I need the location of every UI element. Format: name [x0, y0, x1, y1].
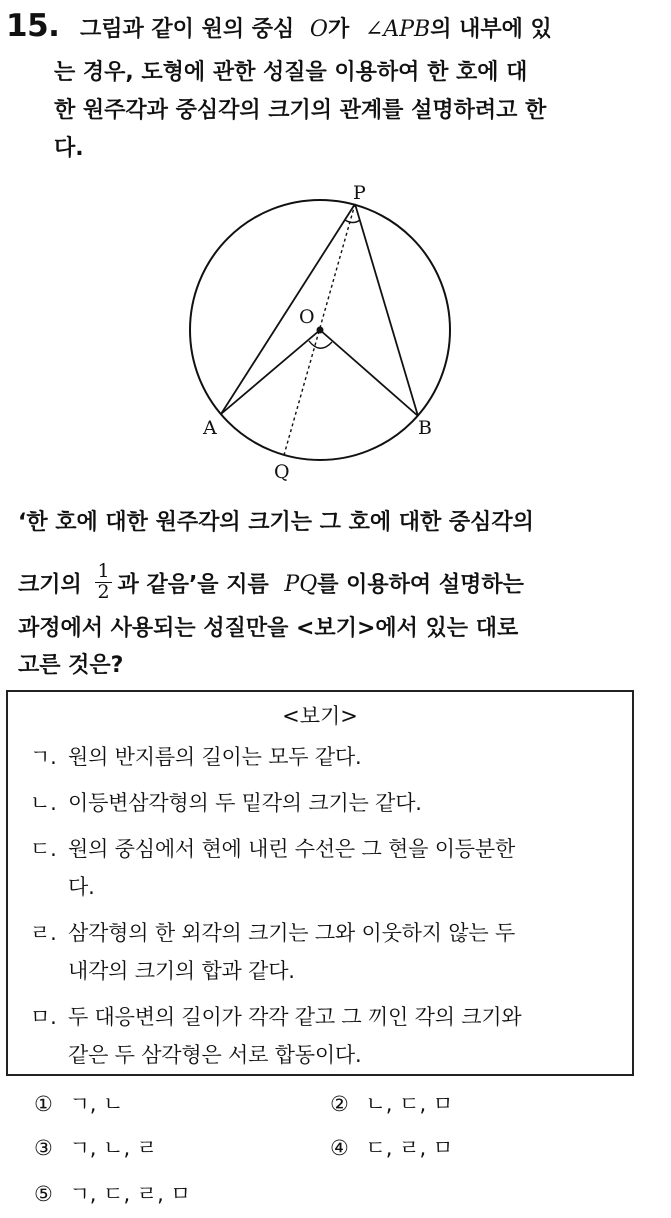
bogi-item-digeut — [30, 830, 515, 906]
item-marker: ㅁ. — [30, 1005, 57, 1029]
bogi-item-giyeok — [30, 738, 362, 776]
item-text: 두 대응변의 길이가 각각 같고 그 끼인 각의 크기와 — [68, 1005, 522, 1029]
fraction-numerator: 1 — [97, 560, 110, 582]
angle-apb-symbol: ∠APB — [364, 17, 431, 42]
choice-text: ㄱ, ㄴ, ㄹ — [69, 1136, 158, 1160]
prompt-line-4: 고른 것은? — [18, 653, 124, 678]
question-text: 그림과 같이 원의 중심 — [80, 17, 295, 42]
item-text: 이등변삼각형의 두 밑각의 크기는 같다. — [68, 791, 422, 815]
choice-3[interactable] — [34, 1132, 157, 1162]
fraction-denominator: 2 — [97, 580, 110, 603]
item-text-continued: 다. — [68, 875, 95, 899]
prompt-line-3: 과정에서 사용되는 성질만을 <보기>에서 있는 대로 — [18, 616, 519, 641]
question-text: 가 — [327, 17, 350, 42]
label-q: Q — [274, 461, 290, 483]
segment-oa — [221, 330, 320, 414]
fraction-one-half — [95, 562, 111, 603]
choice-number: ⑤ — [34, 1182, 53, 1206]
question-line-3: 한 원주각과 중심각의 크기의 관계를 설명하려고 한 — [54, 98, 547, 123]
choice-text: ㄷ, ㄹ, ㅁ — [365, 1136, 454, 1160]
choice-5[interactable] — [34, 1178, 191, 1208]
prompt-line-2 — [18, 560, 524, 606]
question-line-2: 는 경우, 도형에 관한 성질을 이용하여 한 호에 대 — [54, 60, 528, 85]
bogi-item-mieum — [30, 998, 522, 1074]
bogi-item-rieul — [30, 914, 515, 990]
question-text: 의 내부에 있 — [430, 17, 552, 42]
prompt-text: 를 이용하여 설명하는 — [317, 572, 524, 598]
point-o-symbol: O — [309, 17, 328, 42]
item-marker: ㄹ. — [30, 921, 57, 945]
angle-arc-o — [309, 341, 332, 348]
center-point-o — [317, 327, 324, 334]
label-o: O — [299, 306, 315, 328]
bogi-box — [6, 690, 634, 1076]
choice-number: ① — [34, 1092, 53, 1116]
choice-number: ④ — [330, 1136, 349, 1160]
choice-text: ㄱ, ㄷ, ㄹ, ㅁ — [69, 1182, 191, 1206]
item-marker: ㄴ. — [30, 791, 57, 815]
prompt-line-1: ‘한 호에 대한 원주각의 크기는 그 호에 대한 중심각의 — [18, 510, 534, 535]
choice-2[interactable] — [330, 1088, 453, 1118]
item-text: 원의 중심에서 현에 내린 수선은 그 현을 이등분한 — [68, 837, 516, 861]
bogi-title: <보기> — [282, 704, 358, 728]
question-number: 15. — [6, 8, 60, 44]
segment-ob — [320, 330, 418, 416]
label-p: P — [353, 182, 366, 204]
label-a: A — [203, 417, 217, 439]
item-marker: ㄱ. — [30, 745, 57, 769]
diameter-pq-symbol: PQ — [284, 572, 318, 598]
choice-4[interactable] — [330, 1132, 453, 1162]
item-text: 삼각형의 한 외각의 크기는 그와 이웃하지 않는 두 — [68, 921, 516, 945]
choice-number: ③ — [34, 1136, 53, 1160]
label-b: B — [418, 417, 432, 439]
prompt-text: 과 같음’을 지름 — [117, 572, 269, 598]
angle-arc-p — [345, 220, 360, 223]
choice-number: ② — [330, 1092, 349, 1116]
question-line-4: 다. — [54, 136, 84, 161]
choice-1[interactable] — [34, 1088, 123, 1118]
item-text-continued: 내각의 크기의 합과 같다. — [68, 959, 295, 983]
segment-pa — [221, 204, 355, 414]
choice-text: ㄴ, ㄷ, ㅁ — [365, 1092, 454, 1116]
item-text-continued: 같은 두 삼각형은 서로 합동이다. — [68, 1043, 362, 1067]
choice-text: ㄱ, ㄴ — [69, 1092, 124, 1116]
item-marker: ㄷ. — [30, 837, 57, 861]
item-text: 원의 반지름의 길이는 모두 같다. — [68, 745, 362, 769]
bogi-item-nieun — [30, 784, 422, 822]
prompt-text: 크기의 — [18, 572, 82, 598]
